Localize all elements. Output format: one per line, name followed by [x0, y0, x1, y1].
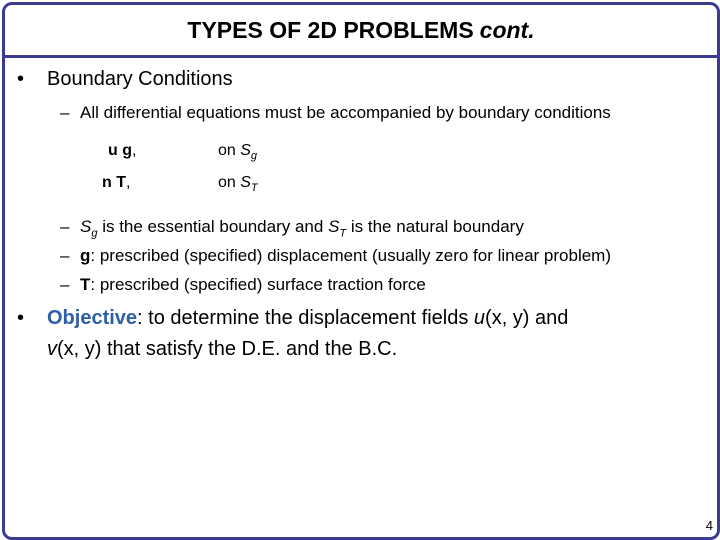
eq-comma-2: ,: [126, 174, 131, 191]
title-main: TYPES OF 2D PROBLEMS: [187, 16, 474, 43]
eq-g: g: [122, 142, 133, 159]
equation-on-st: [218, 174, 258, 194]
eq-n: n: [102, 174, 112, 191]
eq-S: S: [240, 142, 251, 159]
equation-displacement-bc: [108, 142, 136, 160]
sub-bullet-text: [80, 246, 611, 266]
dash-marker: –: [60, 275, 70, 294]
t-text: : prescribed (specified) surface traction force: [90, 275, 426, 294]
st-sub: T: [339, 227, 347, 240]
eq-on-2: on: [218, 174, 236, 191]
equation-traction-bc: [102, 174, 130, 192]
equation-on-sg: [218, 142, 257, 162]
dash-marker: –: [60, 217, 70, 236]
g-text: : prescribed (specified) displacement (usually zero for linear problem): [90, 246, 611, 265]
sub-bullet-all-equations: [60, 103, 611, 123]
eq-S-2: S: [240, 174, 251, 191]
t-label: T: [80, 275, 91, 294]
bullet-text: Boundary Conditions: [47, 68, 233, 90]
eq-sub-T: T: [250, 182, 258, 195]
eq-sub-g: g: [250, 150, 258, 163]
bullet-marker: •: [17, 307, 25, 329]
eq-on: on: [218, 142, 236, 159]
sub-bullet-t: [60, 275, 426, 295]
slide: [2, 2, 720, 540]
objective-label: Objective: [47, 307, 138, 329]
sub-bullet-text: [80, 217, 524, 239]
objective-u: u: [473, 307, 486, 329]
sub-bullet-text: All differential equations must be accompanied by boundary conditions: [80, 103, 611, 122]
bullet-marker: •: [17, 68, 25, 90]
st-S: S: [328, 217, 340, 236]
dash-marker: –: [60, 246, 70, 265]
objective-t2: (x, y) and: [485, 307, 569, 329]
eq-T: T: [116, 174, 127, 191]
dash-marker: –: [60, 103, 70, 122]
sub-bullet-boundaries: [60, 217, 524, 239]
sub-bullet-g: [60, 246, 611, 266]
sg-mid: is the essential boundary and: [97, 217, 329, 236]
objective-t1: : to determine the displacement fields: [137, 307, 474, 329]
eq-comma: ,: [132, 142, 137, 159]
objective-text: [47, 303, 697, 365]
bullet-objective: [17, 303, 697, 365]
objective-t3: (x, y) that satisfy the D.E. and the B.C.: [57, 338, 398, 360]
sg-S: S: [80, 217, 92, 236]
slide-title: [5, 5, 717, 58]
g-label: g: [80, 246, 91, 265]
title-suffix: cont.: [479, 16, 535, 43]
page-number: 4: [705, 518, 713, 533]
eq-u: u: [108, 142, 118, 159]
st-end: is the natural boundary: [346, 217, 524, 236]
sub-bullet-text: [80, 275, 426, 295]
objective-v: v: [47, 338, 57, 360]
bullet-boundary-conditions: [17, 68, 233, 91]
sg-sub: g: [91, 227, 98, 240]
